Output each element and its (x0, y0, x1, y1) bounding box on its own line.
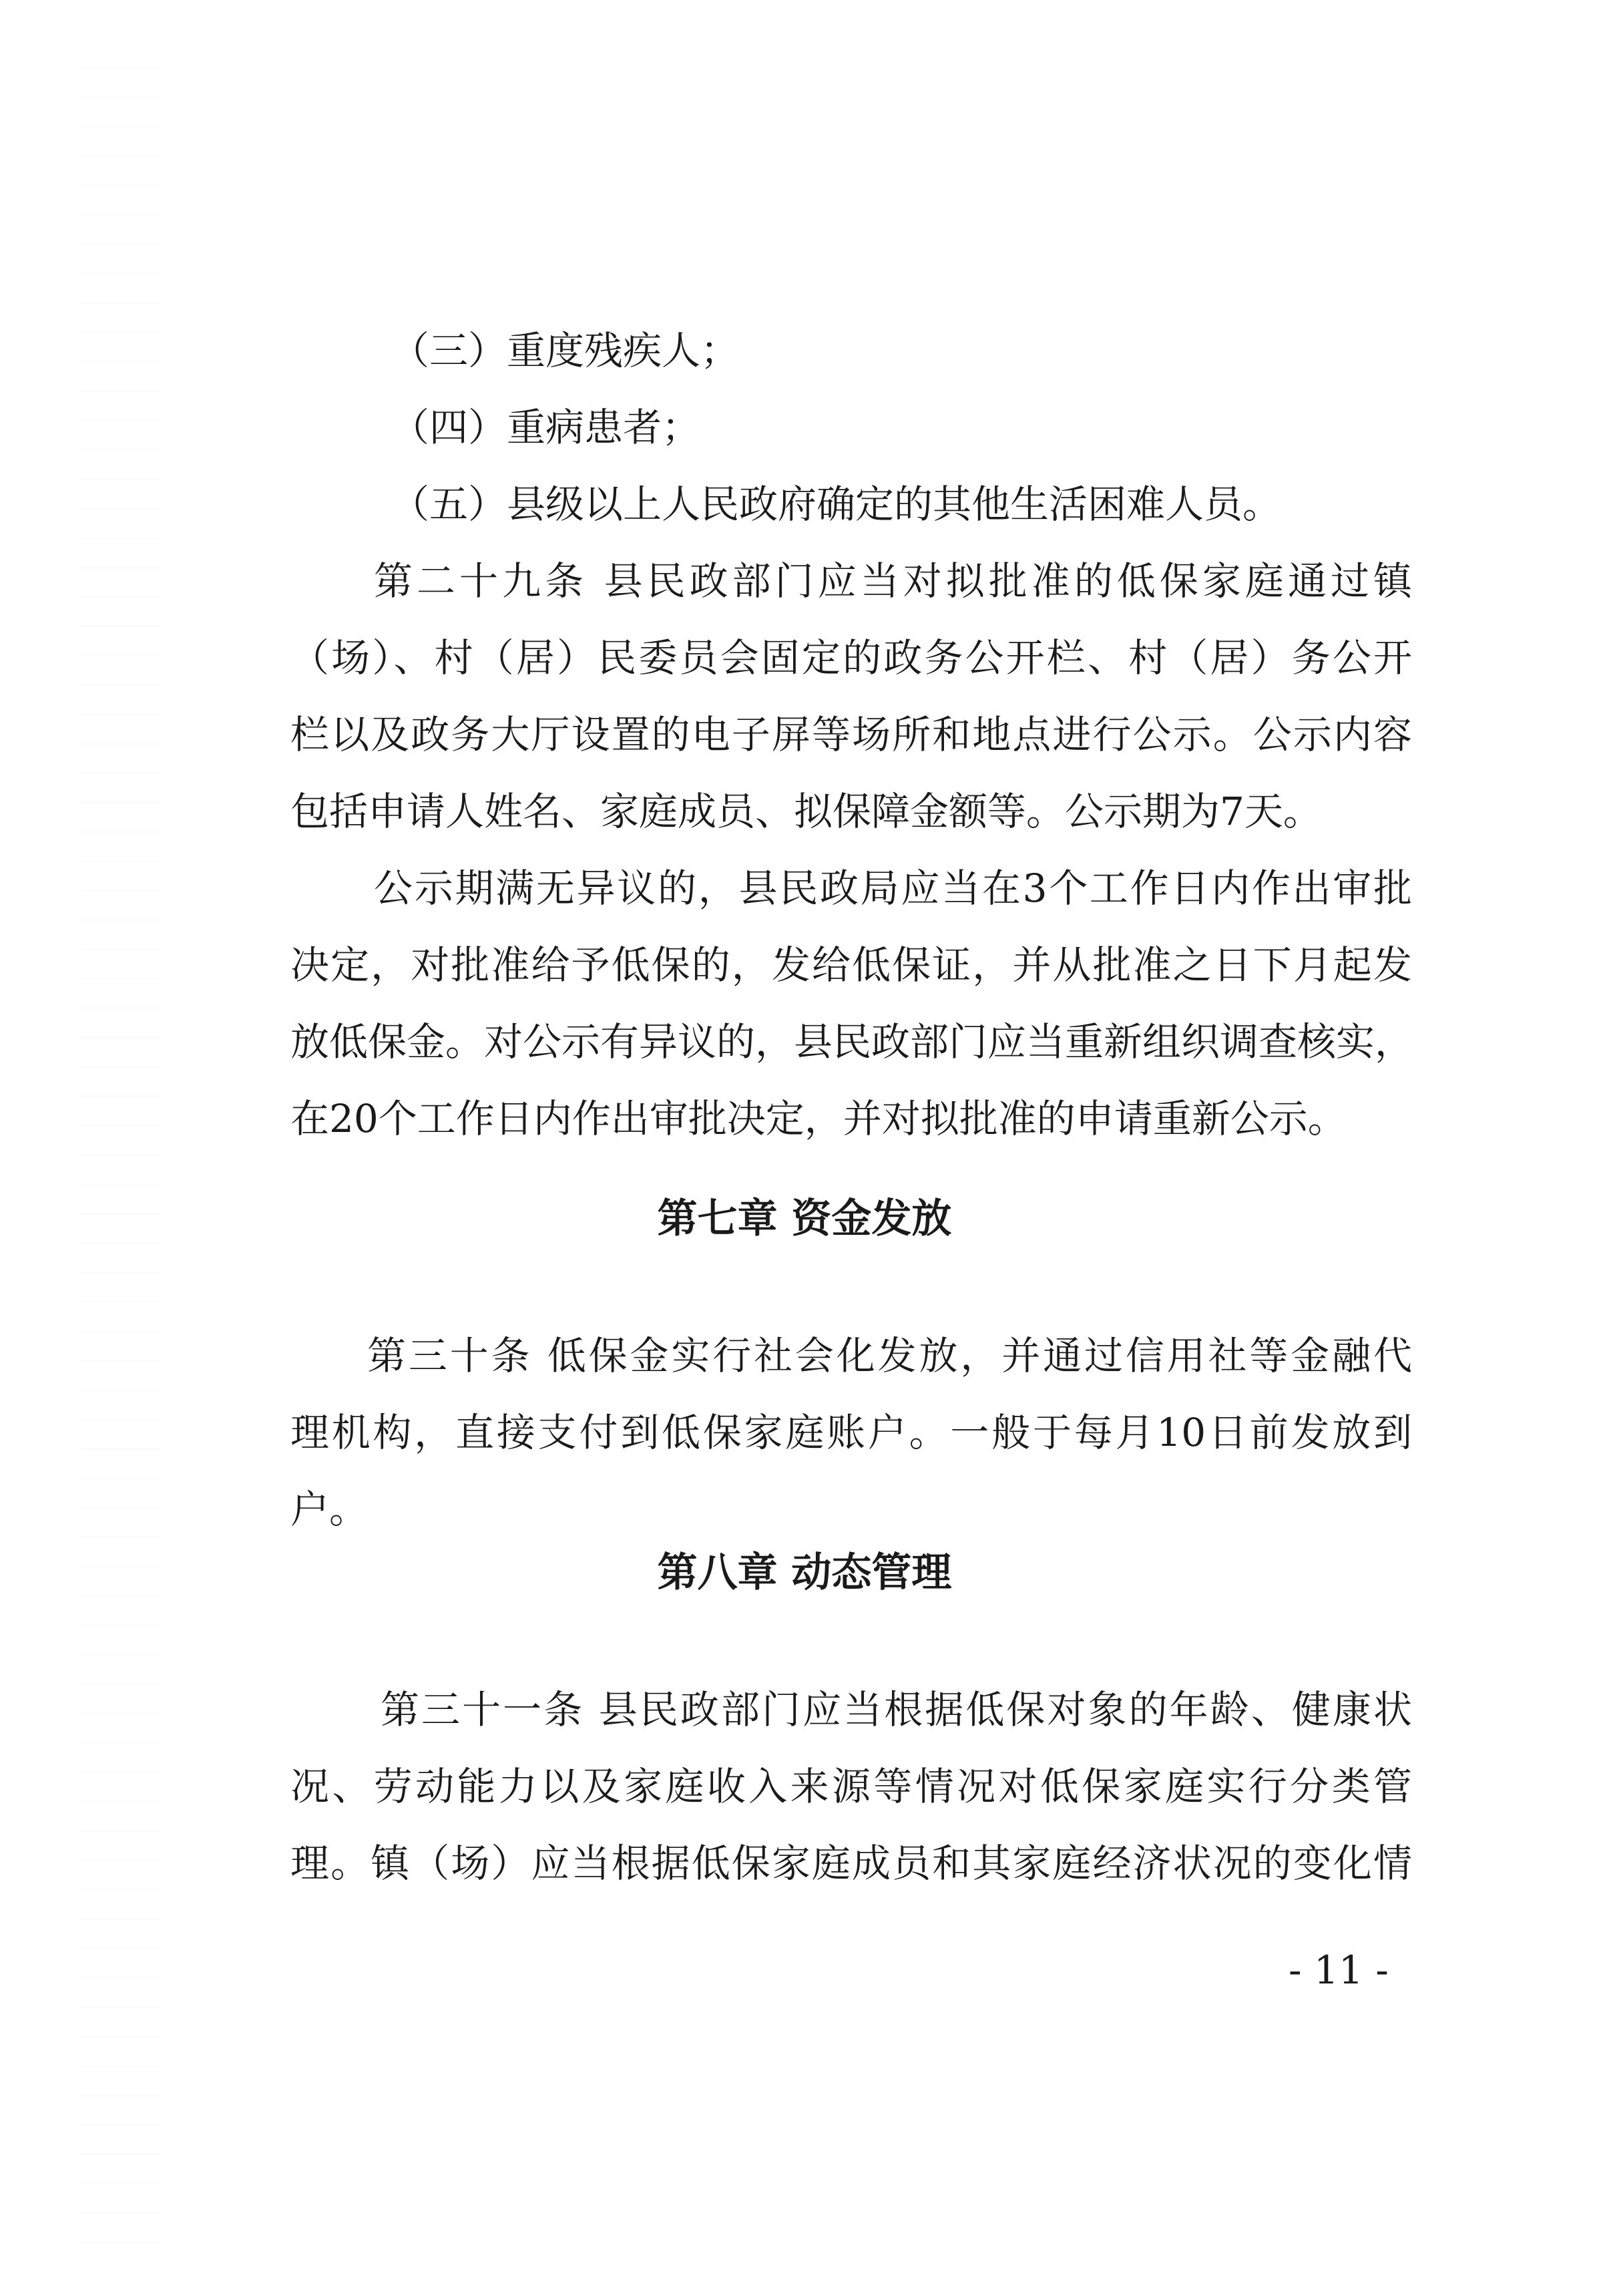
list-item-five: （五）县级以上人民政府确定的其他生活困难人员。 (391, 482, 1282, 527)
article-29-line-4: 包括申请人姓名、家庭成员、拟保障金额等。公示期为7天。 (290, 789, 1322, 834)
article-29-para2-line-4: 在20个工作日内作出审批决定，并对拟批准的申请重新公示。 (290, 1096, 1347, 1141)
article-29-line-1: 第二十九条 县民政部门应当对拟批准的低保家庭通过镇 (374, 558, 1412, 604)
chapter-8-heading: 第八章 动态管理 (657, 1549, 952, 1596)
article-29-para2-line-2: 决定，对批准给予低保的，发给低保证，并从批准之日下月起发 (290, 942, 1412, 988)
scan-edge-artifact (80, 40, 160, 2244)
article-31-line-3: 理。镇（场）应当根据低保家庭成员和其家庭经济状况的变化情 (290, 1841, 1412, 1886)
chapter-7-heading: 第七章 资金发放 (657, 1195, 952, 1242)
article-29-line-3: 栏以及政务大厅设置的电子屏等场所和地点进行公示。公示内容 (290, 712, 1412, 757)
article-30-line-2: 理机构，直接支付到低保家庭账户。一般于每月10日前发放到 (290, 1410, 1412, 1455)
article-31-line-1: 第三十一条 县民政部门应当根据低保对象的年龄、健康状 (381, 1687, 1412, 1732)
list-item-four: （四）重病患者； (391, 405, 701, 450)
article-30-line-3: 户。 (290, 1487, 369, 1532)
article-29-para2-line-3: 放低保金。对公示有异议的，县民政部门应当重新组织调查核实， (290, 1019, 1414, 1065)
article-31-line-2: 况、劳动能力以及家庭收入来源等情况对低保家庭实行分类管 (290, 1764, 1412, 1809)
list-item-three: （三）重度残疾人； (391, 328, 740, 373)
article-29-para2-line-1: 公示期满无异议的，县民政局应当在3个工作日内作出审批 (374, 866, 1412, 911)
page-number: - 11 - (1289, 1947, 1389, 1993)
article-30-line-1: 第三十条 低保金实行社会化发放，并通过信用社等金融代 (367, 1333, 1412, 1378)
article-29-line-2: （场）、村（居）民委员会固定的政务公开栏、村（居）务公开 (290, 635, 1412, 681)
